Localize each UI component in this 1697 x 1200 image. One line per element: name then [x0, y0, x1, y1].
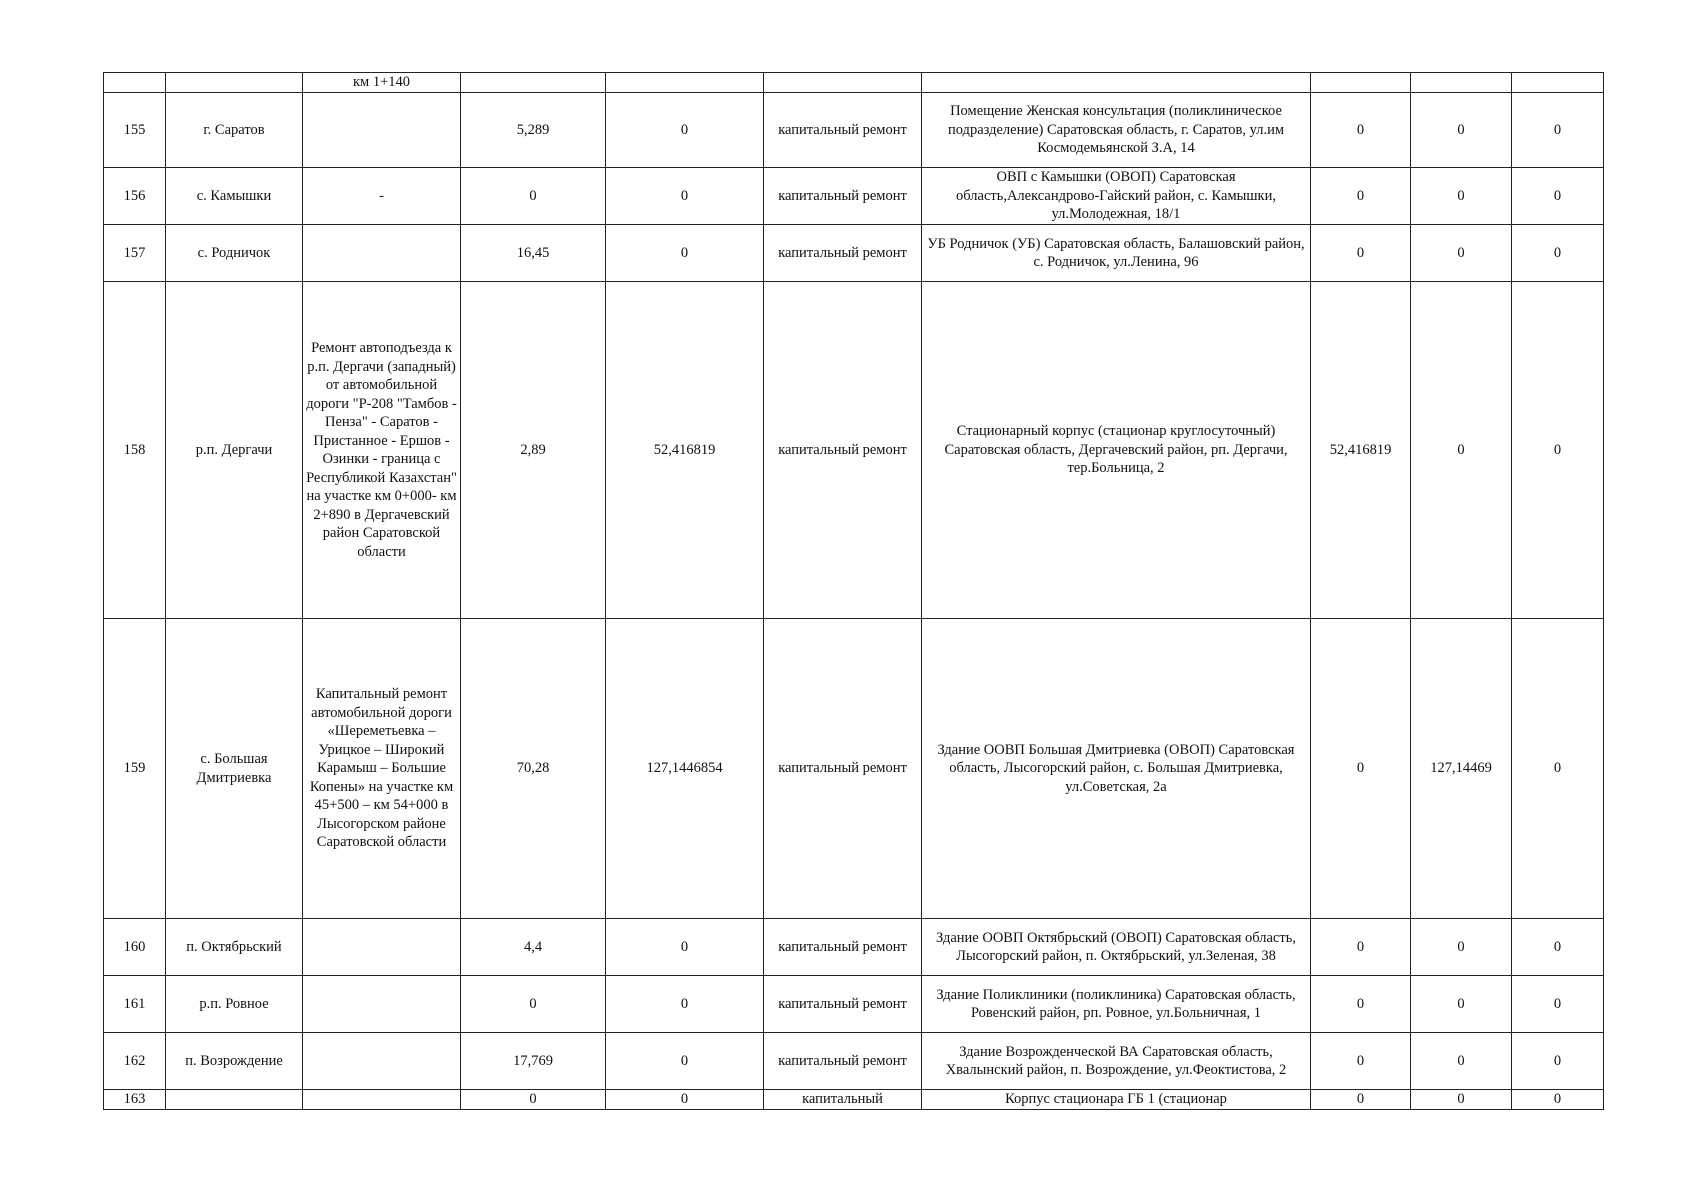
cell-value-1: 0 — [1311, 619, 1411, 919]
cell-value-3: 0 — [1512, 976, 1604, 1033]
table-row — [104, 1033, 1604, 1090]
cell-locality: р.п. Дергачи — [166, 282, 303, 619]
cell-facility — [922, 73, 1311, 93]
cell-num: 157 — [104, 225, 166, 282]
cell-distance: 70,28 — [461, 619, 606, 919]
cell-work-type: капитальный ремонт — [764, 619, 922, 919]
cell-value-1: 0 — [1311, 1033, 1411, 1090]
cell-road — [303, 1090, 461, 1110]
cell-work-type: капитальный ремонт — [764, 282, 922, 619]
cell-work-type: капитальный ремонт — [764, 93, 922, 168]
cell-facility: Здание ООВП Большая Дмитриевка (ОВОП) Саратовская область, Лысогорский район, с. Большая Дмитриевка, ул.Советская, 2а — [922, 619, 1311, 919]
cell-value-1: 0 — [1311, 919, 1411, 976]
cell-cost: 127,1446854 — [606, 619, 764, 919]
cell-facility: Стационарный корпус (стационар круглосуточный) Саратовская область, Дергачевский район, рп. Дергачи, тер.Больница, 2 — [922, 282, 1311, 619]
cell-value-2: 0 — [1411, 282, 1512, 619]
cell-value-3: 0 — [1512, 1090, 1604, 1110]
cell-road — [303, 976, 461, 1033]
cell-road — [303, 1033, 461, 1090]
table-row-continuation — [104, 73, 1604, 93]
cell-num — [104, 73, 166, 93]
cell-value-3: 0 — [1512, 619, 1604, 919]
cell-value-2: 0 — [1411, 225, 1512, 282]
table-row — [104, 619, 1604, 919]
cell-distance: 2,89 — [461, 282, 606, 619]
cell-value-3: 0 — [1512, 93, 1604, 168]
cell-value-1: 0 — [1311, 225, 1411, 282]
cell-value-3: 0 — [1512, 919, 1604, 976]
cell-work-type: капитальный — [764, 1090, 922, 1110]
cell-value-2: 0 — [1411, 93, 1512, 168]
cell-value-2: 0 — [1411, 1090, 1512, 1110]
cell-value-1: 52,416819 — [1311, 282, 1411, 619]
cell-distance: 0 — [461, 1090, 606, 1110]
cell-work-type: капитальный ремонт — [764, 225, 922, 282]
cell-value-1: 0 — [1311, 976, 1411, 1033]
cell-value-1: 0 — [1311, 93, 1411, 168]
cell-locality: с. Камышки — [166, 168, 303, 225]
road-repair-table — [103, 72, 1604, 1110]
cell-work-type: капитальный ремонт — [764, 976, 922, 1033]
cell-facility: Здание ООВП Октябрьский (ОВОП) Саратовская область, Лысогорский район, п. Октябрьский, ул.Зеленая, 38 — [922, 919, 1311, 976]
cell-locality: с. Родничок — [166, 225, 303, 282]
cell-num: 160 — [104, 919, 166, 976]
cell-work-type: капитальный ремонт — [764, 168, 922, 225]
cell-locality: с. Большая Дмитриевка — [166, 619, 303, 919]
cell-value-3: 0 — [1512, 168, 1604, 225]
cell-cost: 0 — [606, 1090, 764, 1110]
cell-num: 163 — [104, 1090, 166, 1110]
cell-road: Капитальный ремонт автомобильной дороги «Шереметьевка – Урицкое – Широкий Карамыш – Большие Копены» на участке км 45+500 – км 54+000 в Лысогорском районе Саратовской области — [303, 619, 461, 919]
cell-value-3 — [1512, 73, 1604, 93]
table-row — [104, 225, 1604, 282]
cell-facility: Здание Возрожденческой ВА Саратовская область, Хвалынский район, п. Возрождение, ул.Феоктистова, 2 — [922, 1033, 1311, 1090]
cell-value-3: 0 — [1512, 282, 1604, 619]
cell-cost: 0 — [606, 1033, 764, 1090]
cell-locality: р.п. Ровное — [166, 976, 303, 1033]
cell-distance: 5,289 — [461, 93, 606, 168]
cell-facility: Корпус стационара ГБ 1 (стационар — [922, 1090, 1311, 1110]
cell-road — [303, 919, 461, 976]
cell-value-2: 127,14469 — [1411, 619, 1512, 919]
cell-road: - — [303, 168, 461, 225]
cell-value-1: 0 — [1311, 168, 1411, 225]
table-row — [104, 976, 1604, 1033]
cell-road: Ремонт автоподъезда к р.п. Дергачи (западный) от автомобильной дороги "Р-208 "Тамбов - Пенза" - Саратов - Пристанное - Ершов - Озинки - граница с Республикой Казахстан" на участке км 0+000- км 2+890 в Дергачевский район Саратовской области — [303, 282, 461, 619]
cell-value-2: 0 — [1411, 919, 1512, 976]
cell-locality: п. Возрождение — [166, 1033, 303, 1090]
cell-cost: 0 — [606, 93, 764, 168]
cell-distance — [461, 73, 606, 93]
cell-value-2: 0 — [1411, 1033, 1512, 1090]
cell-work-type: капитальный ремонт — [764, 919, 922, 976]
cell-distance: 0 — [461, 976, 606, 1033]
cell-value-1 — [1311, 73, 1411, 93]
table-row-cut — [104, 1090, 1604, 1110]
cell-road: км 1+140 — [303, 73, 461, 93]
cell-facility: ОВП с Камышки (ОВОП) Саратовская область,Александрово-Гайский район, с. Камышки, ул.Молодежная, 18/1 — [922, 168, 1311, 225]
cell-value-3: 0 — [1512, 225, 1604, 282]
cell-facility: Здание Поликлиники (поликлиника) Саратовская область, Ровенский район, рп. Ровное, ул.Больничная, 1 — [922, 976, 1311, 1033]
cell-distance: 17,769 — [461, 1033, 606, 1090]
cell-locality: п. Октябрьский — [166, 919, 303, 976]
cell-cost: 0 — [606, 168, 764, 225]
cell-num: 156 — [104, 168, 166, 225]
cell-num: 155 — [104, 93, 166, 168]
cell-value-2: 0 — [1411, 976, 1512, 1033]
cell-value-2: 0 — [1411, 168, 1512, 225]
cell-distance: 4,4 — [461, 919, 606, 976]
cell-value-2 — [1411, 73, 1512, 93]
cell-work-type — [764, 73, 922, 93]
cell-num: 159 — [104, 619, 166, 919]
cell-distance: 16,45 — [461, 225, 606, 282]
cell-cost — [606, 73, 764, 93]
cell-work-type: капитальный ремонт — [764, 1033, 922, 1090]
cell-value-1: 0 — [1311, 1090, 1411, 1110]
cell-cost: 0 — [606, 919, 764, 976]
cell-num: 161 — [104, 976, 166, 1033]
table-row — [104, 168, 1604, 225]
cell-road — [303, 225, 461, 282]
cell-facility: УБ Родничок (УБ) Саратовская область, Балашовский район, с. Родничок, ул.Ленина, 96 — [922, 225, 1311, 282]
table-row — [104, 282, 1604, 619]
cell-value-3: 0 — [1512, 1033, 1604, 1090]
cell-road — [303, 93, 461, 168]
cell-num: 158 — [104, 282, 166, 619]
cell-cost: 0 — [606, 976, 764, 1033]
cell-num: 162 — [104, 1033, 166, 1090]
table-row — [104, 93, 1604, 168]
cell-facility: Помещение Женская консультация (поликлиническое подразделение) Саратовская область, г. Саратов, ул.им Космодемьянской З.А, 14 — [922, 93, 1311, 168]
cell-cost: 52,416819 — [606, 282, 764, 619]
cell-locality — [166, 1090, 303, 1110]
cell-cost: 0 — [606, 225, 764, 282]
cell-distance: 0 — [461, 168, 606, 225]
table-row — [104, 919, 1604, 976]
cell-locality — [166, 73, 303, 93]
cell-locality: г. Саратов — [166, 93, 303, 168]
